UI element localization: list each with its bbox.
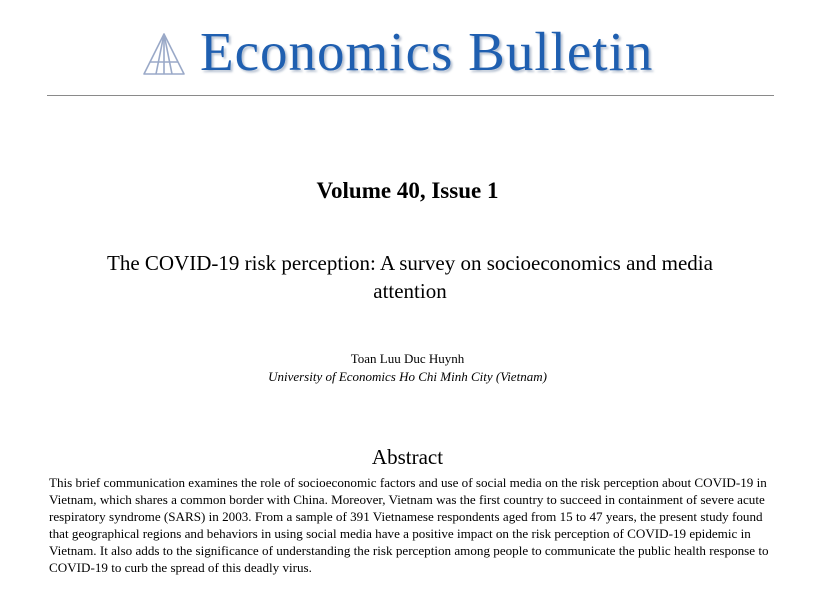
paper-title: The COVID-19 risk perception: A survey on socioeconomics and media attention: [107, 251, 713, 303]
volume-issue-heading: Volume 40, Issue 1: [316, 178, 499, 203]
masthead-divider: [47, 95, 774, 96]
abstract-heading: Abstract: [371, 445, 444, 469]
author-name: Toan Luu Duc Huynh: [350, 351, 465, 366]
author-affiliation: University of Economics Ho Chi Minh City (Vietnam): [268, 369, 547, 384]
journal-masthead: [0, 0, 815, 100]
journal-name: Economics Bulletin: [200, 21, 654, 82]
triangle-logo-icon: [140, 30, 188, 78]
abstract-text: This brief communication examines the role of socioeconomic factors and use of social media on the risk perception about COVID-19 in Vietnam, which shares a common border with China. Moreover, Vietnam was the first country to succeed in containment of severe acute respiratory syndrome (SARS) in 2003. From a sample of 391 Vietnamese respondents aged from 15 to 47 years, the present study found that geographical regions and behaviors in using social media have a positive impact on the risk perception of COVID-19 epidemic in Vietnam. It also adds to the significance of understanding the risk perception among people to communicate the public health response to COVID-19 to curb the spread of this deadly virus.: [49, 475, 769, 575]
